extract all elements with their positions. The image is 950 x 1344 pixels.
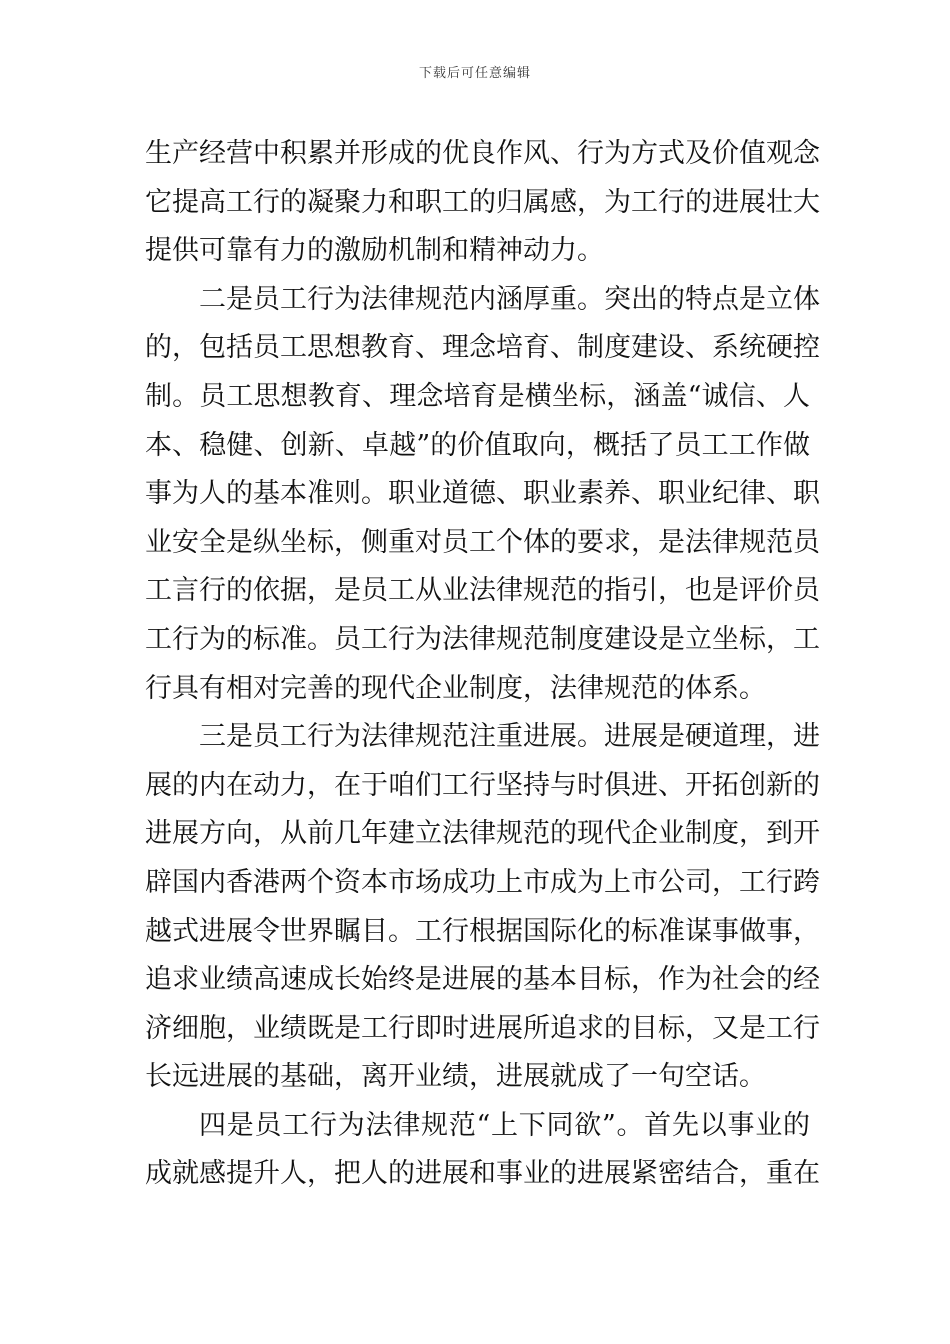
text-line: 三是员工行为法律规范注重进展。进展是硬道理，进 — [199, 721, 820, 753]
text-line: 事为人的基本准则。职业道德、职业素养、职业纪律、职 — [145, 478, 820, 510]
paragraph-2 — [145, 276, 820, 713]
paragraph-3 — [145, 713, 820, 1102]
text-line: 进展方向，从前几年建立法律规范的现代企业制度，到开 — [145, 818, 820, 850]
text-line: 提供可靠有力的激励机制和精神动力。 — [145, 235, 604, 267]
text-line: 工言行的依据，是员工从业法律规范的指引，也是评价员 — [145, 575, 820, 607]
paragraph-1 — [145, 130, 820, 276]
text-line: 工行为的标准。员工行为法律规范制度建设是立坐标，工 — [145, 623, 820, 655]
text-line: 业安全是纵坐标，侧重对员工个体的要求，是法律规范员 — [145, 526, 820, 558]
document-body — [145, 130, 820, 1199]
text-line: 行具有相对完善的现代企业制度，法律规范的体系。 — [145, 672, 766, 704]
text-line: 济细胞，业绩既是工行即时进展所追求的目标，又是工行 — [145, 1012, 820, 1044]
text-line: 展的内在动力，在于咱们工行坚持与时俱进、开拓创新的 — [145, 769, 820, 801]
text-line: 辟国内香港两个资本市场成功上市成为上市公司，工行跨 — [145, 866, 820, 898]
text-line: 它提高工行的凝聚力和职工的归属感，为工行的进展壮大 — [145, 186, 820, 218]
text-line: 成就感提升人，把人的进展和事业的进展紧密结合，重在 — [145, 1158, 820, 1190]
text-line: 越式进展令世界瞩目。工行根据国际化的标准谋事做事， — [145, 915, 820, 947]
paragraph-4 — [145, 1102, 820, 1199]
text-line: 制。员工思想教育、理念培育是横坐标，涵盖“诚信、人 — [145, 380, 810, 412]
text-line: 的，包括员工思想教育、理念培育、制度建设、系统硬控 — [145, 332, 820, 364]
text-line: 二是员工行为法律规范内涵厚重。突出的特点是立体 — [199, 283, 820, 315]
text-line: 长远进展的基础，离开业绩，进展就成了一句空话。 — [145, 1061, 766, 1093]
text-line: 追求业绩高速成长始终是进展的基本目标，作为社会的经 — [145, 964, 820, 996]
text-line: 本、稳健、创新、卓越”的价值取向，概括了员工工作做 — [145, 429, 810, 461]
page-header: 下载后可任意编辑 — [418, 66, 531, 81]
text-line: 生产经营中积累并形成的优良作风、行为方式及价值观念 — [145, 138, 820, 169]
text-line: 四是员工行为法律规范“上下同欲”。首先以事业的 — [199, 1109, 810, 1141]
